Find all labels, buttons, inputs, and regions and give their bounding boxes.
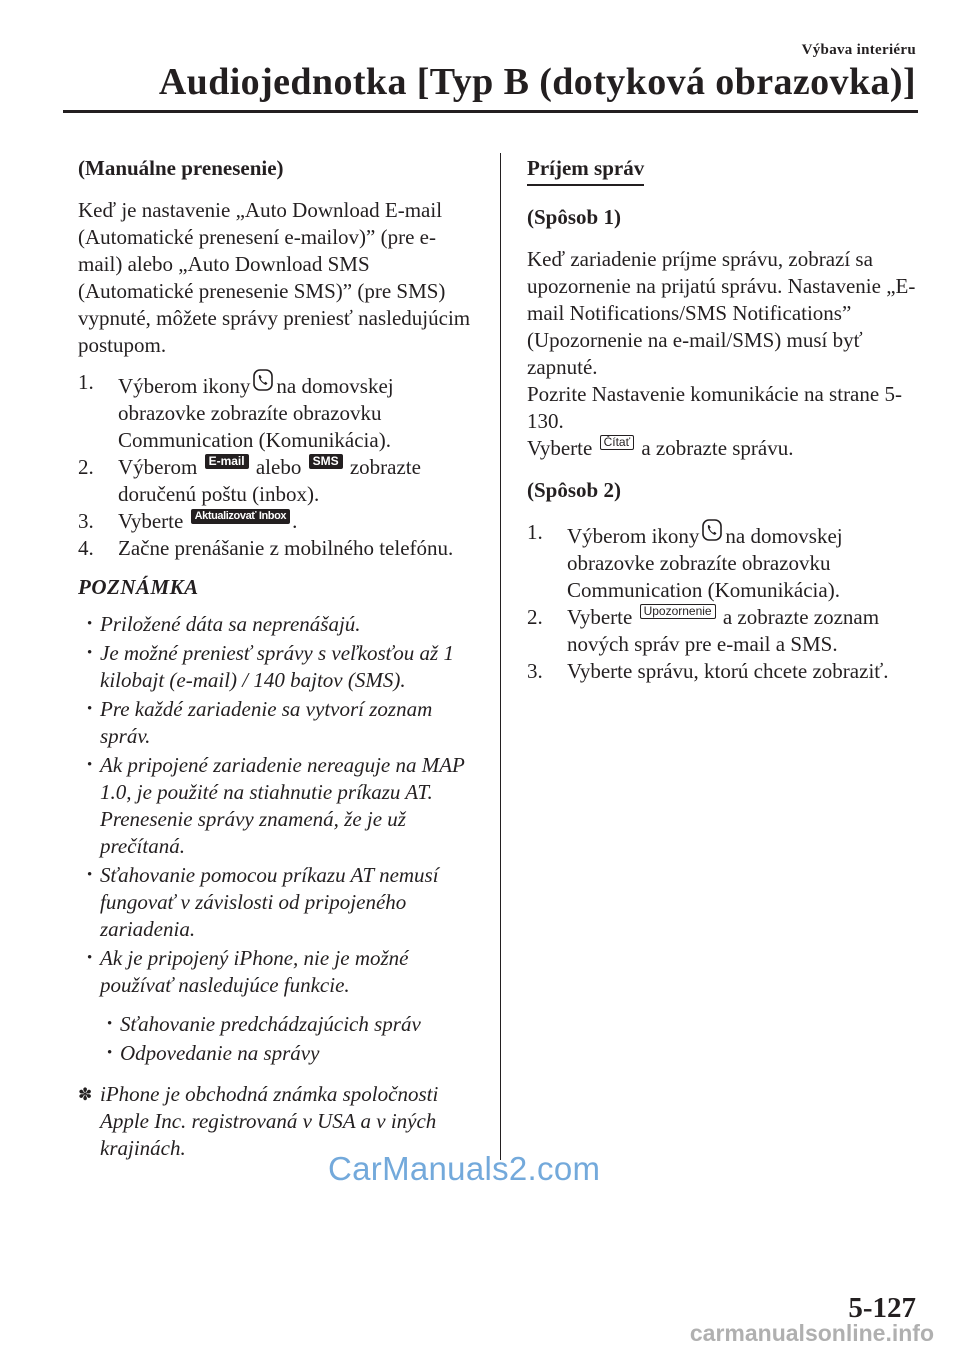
method-1-reference: Pozrite Nastavenie komunikácie na strane 5-130. — [527, 382, 902, 433]
column-divider — [500, 153, 501, 1160]
site-watermark: carmanualsonline.info — [689, 1320, 934, 1346]
notifications-button[interactable]: Upozornenie — [640, 604, 716, 619]
step-1: 1. Výberom ikony na domovskej obrazovke zobrazíte obrazovku Communication (Komunikácia). — [78, 370, 394, 452]
page-number: 5-127 — [848, 1292, 916, 1324]
trademark-footnote: ✽ iPhone je obchodná známka spoločnosti Apple Inc. registrovaná v USA a v iných krajinách. — [78, 1082, 439, 1160]
section-label: Výbava interiéru — [801, 42, 916, 58]
communication-phone-icon — [702, 519, 722, 548]
left-column — [78, 155, 473, 1162]
step-2: 2. Výberom E-mail alebo SMS zobrazte doručenú poštu (inbox). — [78, 454, 421, 506]
header-rule — [63, 110, 918, 113]
receiving-messages-heading: Príjem správ — [527, 155, 644, 186]
method-1-action: Vyberte Čítať a zobrazte správu. — [527, 435, 794, 460]
right-column — [527, 155, 922, 685]
step-4: 4. Začne prenášanie z mobilného telefónu. — [78, 536, 454, 560]
method-2-step-3: 3. Vyberte správu, ktorú chcete zobraziť. — [527, 659, 889, 683]
sub-note-item: • Sťahovanie predchádzajúcich správ — [98, 1011, 473, 1038]
note-item: • Pre každé zariadenie sa vytvorí zoznam správ. — [78, 696, 473, 750]
chapter-title: Audiojednotka [Typ B (dotyková obrazovka)] — [158, 61, 916, 103]
note-item: • Ak pripojené zariadenie nereaguje na MAP 1.0, je použité na stiahnutie príkazu AT. Prenesenie správy znamená, že je už prečítaná. — [78, 752, 473, 860]
method-1-title: (Spôsob 1) — [527, 205, 621, 229]
unavailable-functions-list — [98, 1011, 473, 1067]
transfer-steps — [78, 369, 473, 562]
method-1-text: Keď zariadenie príjme správu, zobrazí sa upozornenie na prijatú správu. Nastavenie „E-mail Notifications/SMS Notifications” (Upozornenie na e-mail/SMS) musí byť zapnuté. — [527, 247, 916, 379]
footnote-mark: ✽ — [78, 1085, 93, 1104]
note-list — [78, 611, 473, 999]
method-2-step-1: 1. Výberom ikony na domovskej obrazovke zobrazíte obrazovku Communication (Komunikácia). — [527, 520, 843, 602]
email-button[interactable]: E-mail — [205, 454, 249, 469]
note-title: POZNÁMKA — [78, 575, 199, 599]
note-item: • Je možné preniesť správy s veľkosťou až 1 kilobajt (e-mail) / 140 bajtov (SMS). — [78, 640, 473, 694]
sub-note-item: • Odpovedanie na správy — [98, 1040, 473, 1067]
method-2-steps — [527, 519, 922, 685]
sms-button[interactable]: SMS — [309, 454, 343, 469]
update-inbox-button[interactable]: Aktualizovať Inbox — [191, 509, 291, 524]
method-2-step-2: 2. Vyberte Upozornenie a zobrazte zoznam nových správ pre e-mail a SMS. — [527, 604, 880, 656]
manual-transfer-heading: (Manuálne prenesenie) — [78, 156, 284, 180]
method-2-title: (Spôsob 2) — [527, 478, 621, 502]
intro-paragraph: Keď je nastavenie „Auto Download E-mail (Automatické prenesení e-mailov)” (pre e-mail) alebo „Auto Download SMS (Automatické prenesenie SMS)” (pre SMS) vypnuté, môžete správy preniesť nasledujúcim postupom. — [78, 198, 471, 357]
note-item: • Ak je pripojený iPhone, nie je možné používať nasledujúce funkcie. — [78, 945, 473, 999]
read-button[interactable]: Čítať — [600, 435, 635, 450]
watermark-logo: CarManuals2.com — [328, 1150, 601, 1187]
communication-phone-icon — [253, 369, 273, 398]
step-3: 3. Vyberte Aktualizovať Inbox . — [78, 509, 298, 533]
note-item: • Priložené dáta sa neprenášajú. — [78, 611, 473, 638]
note-item: • Sťahovanie pomocou príkazu AT nemusí fungovať v závislosti od pripojeného zariadenia. — [78, 862, 473, 943]
